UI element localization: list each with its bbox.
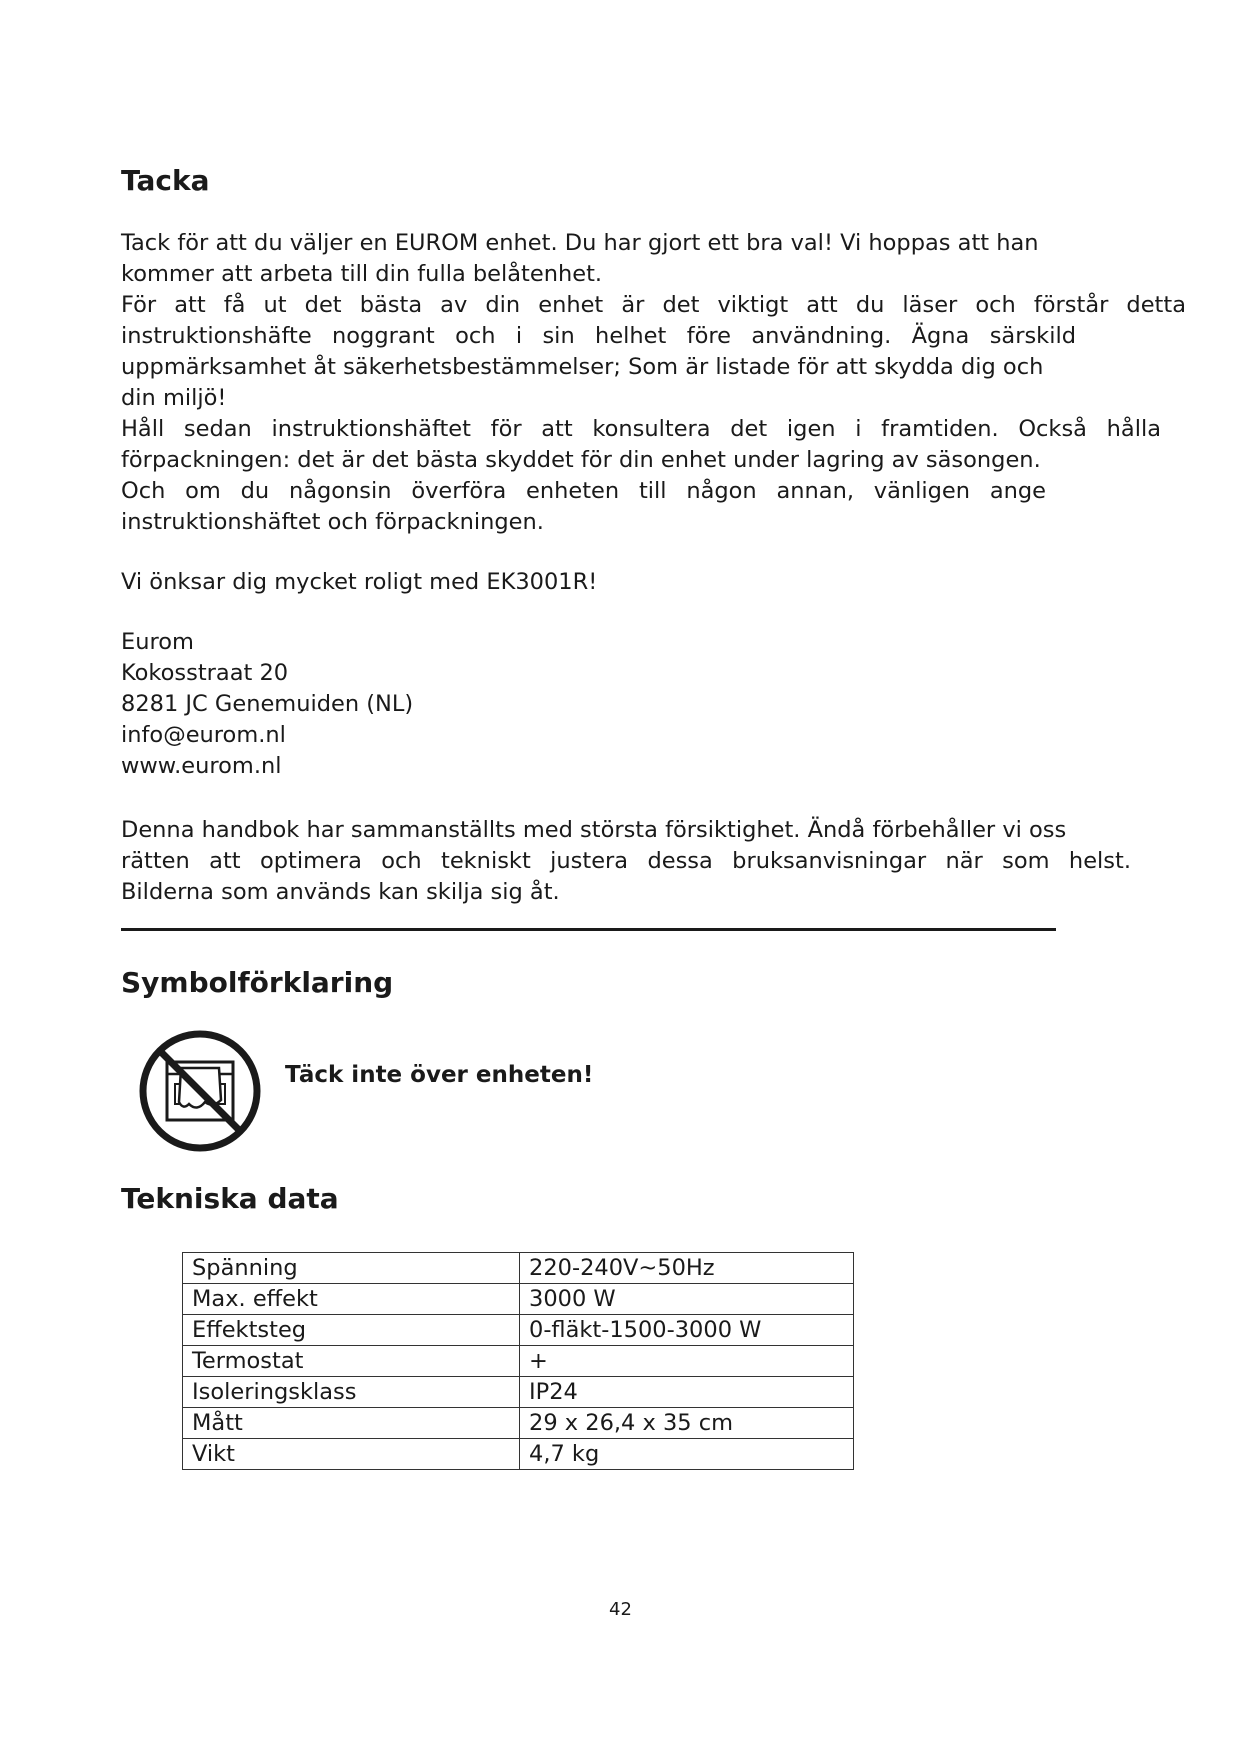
section-divider bbox=[121, 928, 1056, 931]
spec-value: + bbox=[520, 1346, 854, 1377]
spec-value: 0-fläkt-1500-3000 W bbox=[520, 1315, 854, 1346]
disclaimer-line: rätten att optimera och tekniskt justera dessa bruksanvisningar när som helst. bbox=[121, 848, 1131, 874]
intro-line: uppmärksamhet åt säkerhetsbestämmelser; Som är listade för att skydda dig och bbox=[121, 354, 1044, 380]
page-number: 42 bbox=[609, 1599, 632, 1620]
table-row bbox=[183, 1284, 854, 1315]
intro-line: förpackningen: det är det bästa skyddet för din enhet under lagring av säsongen. bbox=[121, 447, 1041, 473]
spec-value: 3000 W bbox=[520, 1284, 854, 1315]
spec-label: Mått bbox=[183, 1408, 520, 1439]
disclaimer-paragraph bbox=[121, 815, 1201, 908]
intro-line: För att få ut det bästa av din enhet är det viktigt att du läser och förstår detta bbox=[121, 292, 1186, 318]
heading-tacka: Tacka bbox=[121, 164, 210, 197]
website-address: www.eurom.nl bbox=[121, 753, 282, 779]
spec-label: Effektsteg bbox=[183, 1315, 520, 1346]
intro-line: Och om du någonsin överföra enheten till någon annan, vänligen ange bbox=[121, 478, 1046, 504]
disclaimer-line: Bilderna som används kan skilja sig åt. bbox=[121, 879, 560, 905]
spec-label: Isoleringsklass bbox=[183, 1377, 520, 1408]
specs-table bbox=[182, 1252, 854, 1470]
email-address: info@eurom.nl bbox=[121, 722, 286, 748]
street-address: Kokosstraat 20 bbox=[121, 660, 289, 686]
table-row bbox=[183, 1315, 854, 1346]
table-row bbox=[183, 1408, 854, 1439]
intro-line: instruktionshäfte noggrant och i sin helhet före användning. Ägna särskild bbox=[121, 323, 1076, 349]
do-not-cover-icon bbox=[137, 1028, 263, 1154]
table-row bbox=[183, 1377, 854, 1408]
spec-label: Vikt bbox=[183, 1439, 520, 1470]
symbol-description: Täck inte över enheten! bbox=[285, 1062, 594, 1088]
table-row bbox=[183, 1253, 854, 1284]
intro-line: din miljö! bbox=[121, 385, 227, 411]
intro-line: instruktionshäftet och förpackningen. bbox=[121, 509, 544, 535]
intro-line: Tack för att du väljer en EUROM enhet. Du har gjort ett bra val! Vi hoppas att han bbox=[121, 230, 1039, 256]
disclaimer-line: Denna handbok har sammanställts med största försiktighet. Ändå förbehåller vi oss bbox=[121, 817, 1067, 843]
spec-label: Max. effekt bbox=[183, 1284, 520, 1315]
postal-city: 8281 JC Genemuiden (NL) bbox=[121, 691, 414, 717]
intro-line: Håll sedan instruktionshäftet för att konsultera det igen i framtiden. Också hålla bbox=[121, 416, 1161, 442]
heading-tekniska-data: Tekniska data bbox=[121, 1182, 339, 1215]
company-name: Eurom bbox=[121, 629, 194, 655]
spec-value: 220-240V~50Hz bbox=[520, 1253, 854, 1284]
table-row bbox=[183, 1346, 854, 1377]
spec-value: 4,7 kg bbox=[520, 1439, 854, 1470]
intro-line: kommer att arbeta till din fulla belåtenhet. bbox=[121, 261, 603, 287]
heading-symbolforklaring: Symbolförklaring bbox=[121, 966, 394, 999]
table-row bbox=[183, 1439, 854, 1470]
spec-label: Spänning bbox=[183, 1253, 520, 1284]
spec-label: Termostat bbox=[183, 1346, 520, 1377]
wish-line: Vi önksar dig mycket roligt med EK3001R! bbox=[121, 569, 598, 595]
address-block bbox=[121, 627, 1201, 782]
spec-value: 29 x 26,4 x 35 cm bbox=[520, 1408, 854, 1439]
spec-value: IP24 bbox=[520, 1377, 854, 1408]
intro-paragraph bbox=[121, 228, 1201, 538]
